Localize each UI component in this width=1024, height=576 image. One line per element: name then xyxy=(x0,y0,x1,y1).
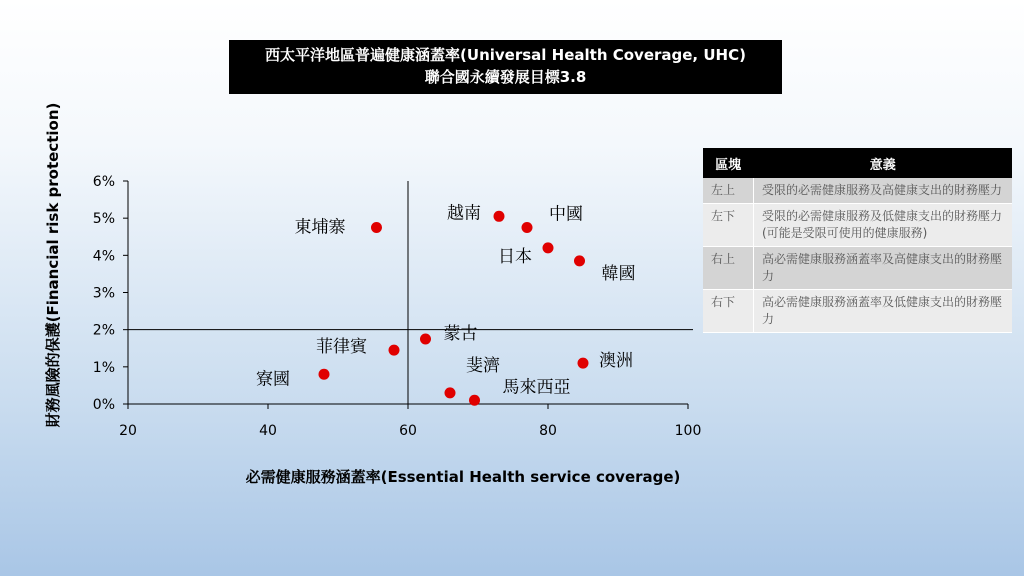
data-point-label: 東埔寨 xyxy=(294,217,346,238)
data-point-label: 斐濟 xyxy=(466,355,500,376)
chart-title-line2: 聯合國永續發展目標3.8 xyxy=(424,68,587,86)
data-point-label: 蒙古 xyxy=(443,323,478,344)
legend-zone: 右上 xyxy=(703,247,754,290)
y-tick-label: 4% xyxy=(92,248,115,265)
x-tick-label: 60 xyxy=(399,423,417,439)
chart-title-line1: 西太平洋地區普遍健康涵蓋率(Universal Health Coverage, UHC) xyxy=(265,46,746,64)
data-point-label: 菲律賓 xyxy=(316,337,367,358)
y-axis-title: 財務風險的保護(Financial risk protection) xyxy=(44,102,62,428)
data-point xyxy=(469,395,480,406)
data-point xyxy=(319,369,330,380)
legend-meaning: 受限的必需健康服務及低健康支出的財務壓力 (可能是受限可使用的健康服務) xyxy=(754,204,1013,247)
data-point xyxy=(371,222,382,233)
legend-zone: 左上 xyxy=(703,178,754,204)
data-point-label: 越南 xyxy=(447,203,481,224)
legend-row xyxy=(703,204,1012,247)
data-point xyxy=(445,387,456,398)
legend-meaning: 受限的必需健康服務及高健康支出的財務壓力 xyxy=(754,178,1013,204)
x-axis-title: 必需健康服務涵蓋率(Essential Health service coverage) xyxy=(245,468,681,486)
data-point xyxy=(574,255,585,266)
data-point xyxy=(543,242,554,253)
y-tick-label: 2% xyxy=(92,322,115,339)
x-tick-label: 100 xyxy=(674,423,702,439)
data-point xyxy=(578,358,589,369)
data-point-label: 澳洲 xyxy=(599,351,633,372)
y-tick-label: 1% xyxy=(92,359,115,376)
data-point-label: 寮國 xyxy=(256,369,290,390)
legend-zone: 右下 xyxy=(703,290,754,333)
data-point-label: 韓國 xyxy=(601,263,636,284)
legend-header-row xyxy=(703,148,1012,178)
legend-row xyxy=(703,290,1012,333)
data-point xyxy=(420,333,431,344)
y-tick-label: 6% xyxy=(92,174,115,190)
legend-zone: 左下 xyxy=(703,204,754,247)
x-tick-label: 20 xyxy=(119,423,137,439)
y-tick-label: 5% xyxy=(92,211,115,228)
data-point-label: 日本 xyxy=(498,246,532,267)
legend-meaning: 高必需健康服務涵蓋率及低健康支出的財務壓力 xyxy=(754,290,1013,333)
legend-header-zone: 區塊 xyxy=(703,148,754,178)
legend-row xyxy=(703,247,1012,290)
data-point-label: 馬來西亞 xyxy=(502,377,571,398)
legend-row xyxy=(703,178,1012,204)
data-point xyxy=(494,211,505,222)
data-point-label: 中國 xyxy=(549,204,583,225)
x-tick-label: 40 xyxy=(259,423,277,439)
data-point xyxy=(522,222,533,233)
y-tick-label: 0% xyxy=(92,397,115,413)
legend-header-meaning: 意義 xyxy=(754,148,1013,178)
data-point xyxy=(389,345,400,356)
legend-meaning: 高必需健康服務涵蓋率及高健康支出的財務壓力 xyxy=(754,247,1013,290)
quadrant-legend-table xyxy=(703,148,1012,333)
y-tick-label: 3% xyxy=(92,285,115,302)
x-tick-label: 80 xyxy=(539,423,557,439)
